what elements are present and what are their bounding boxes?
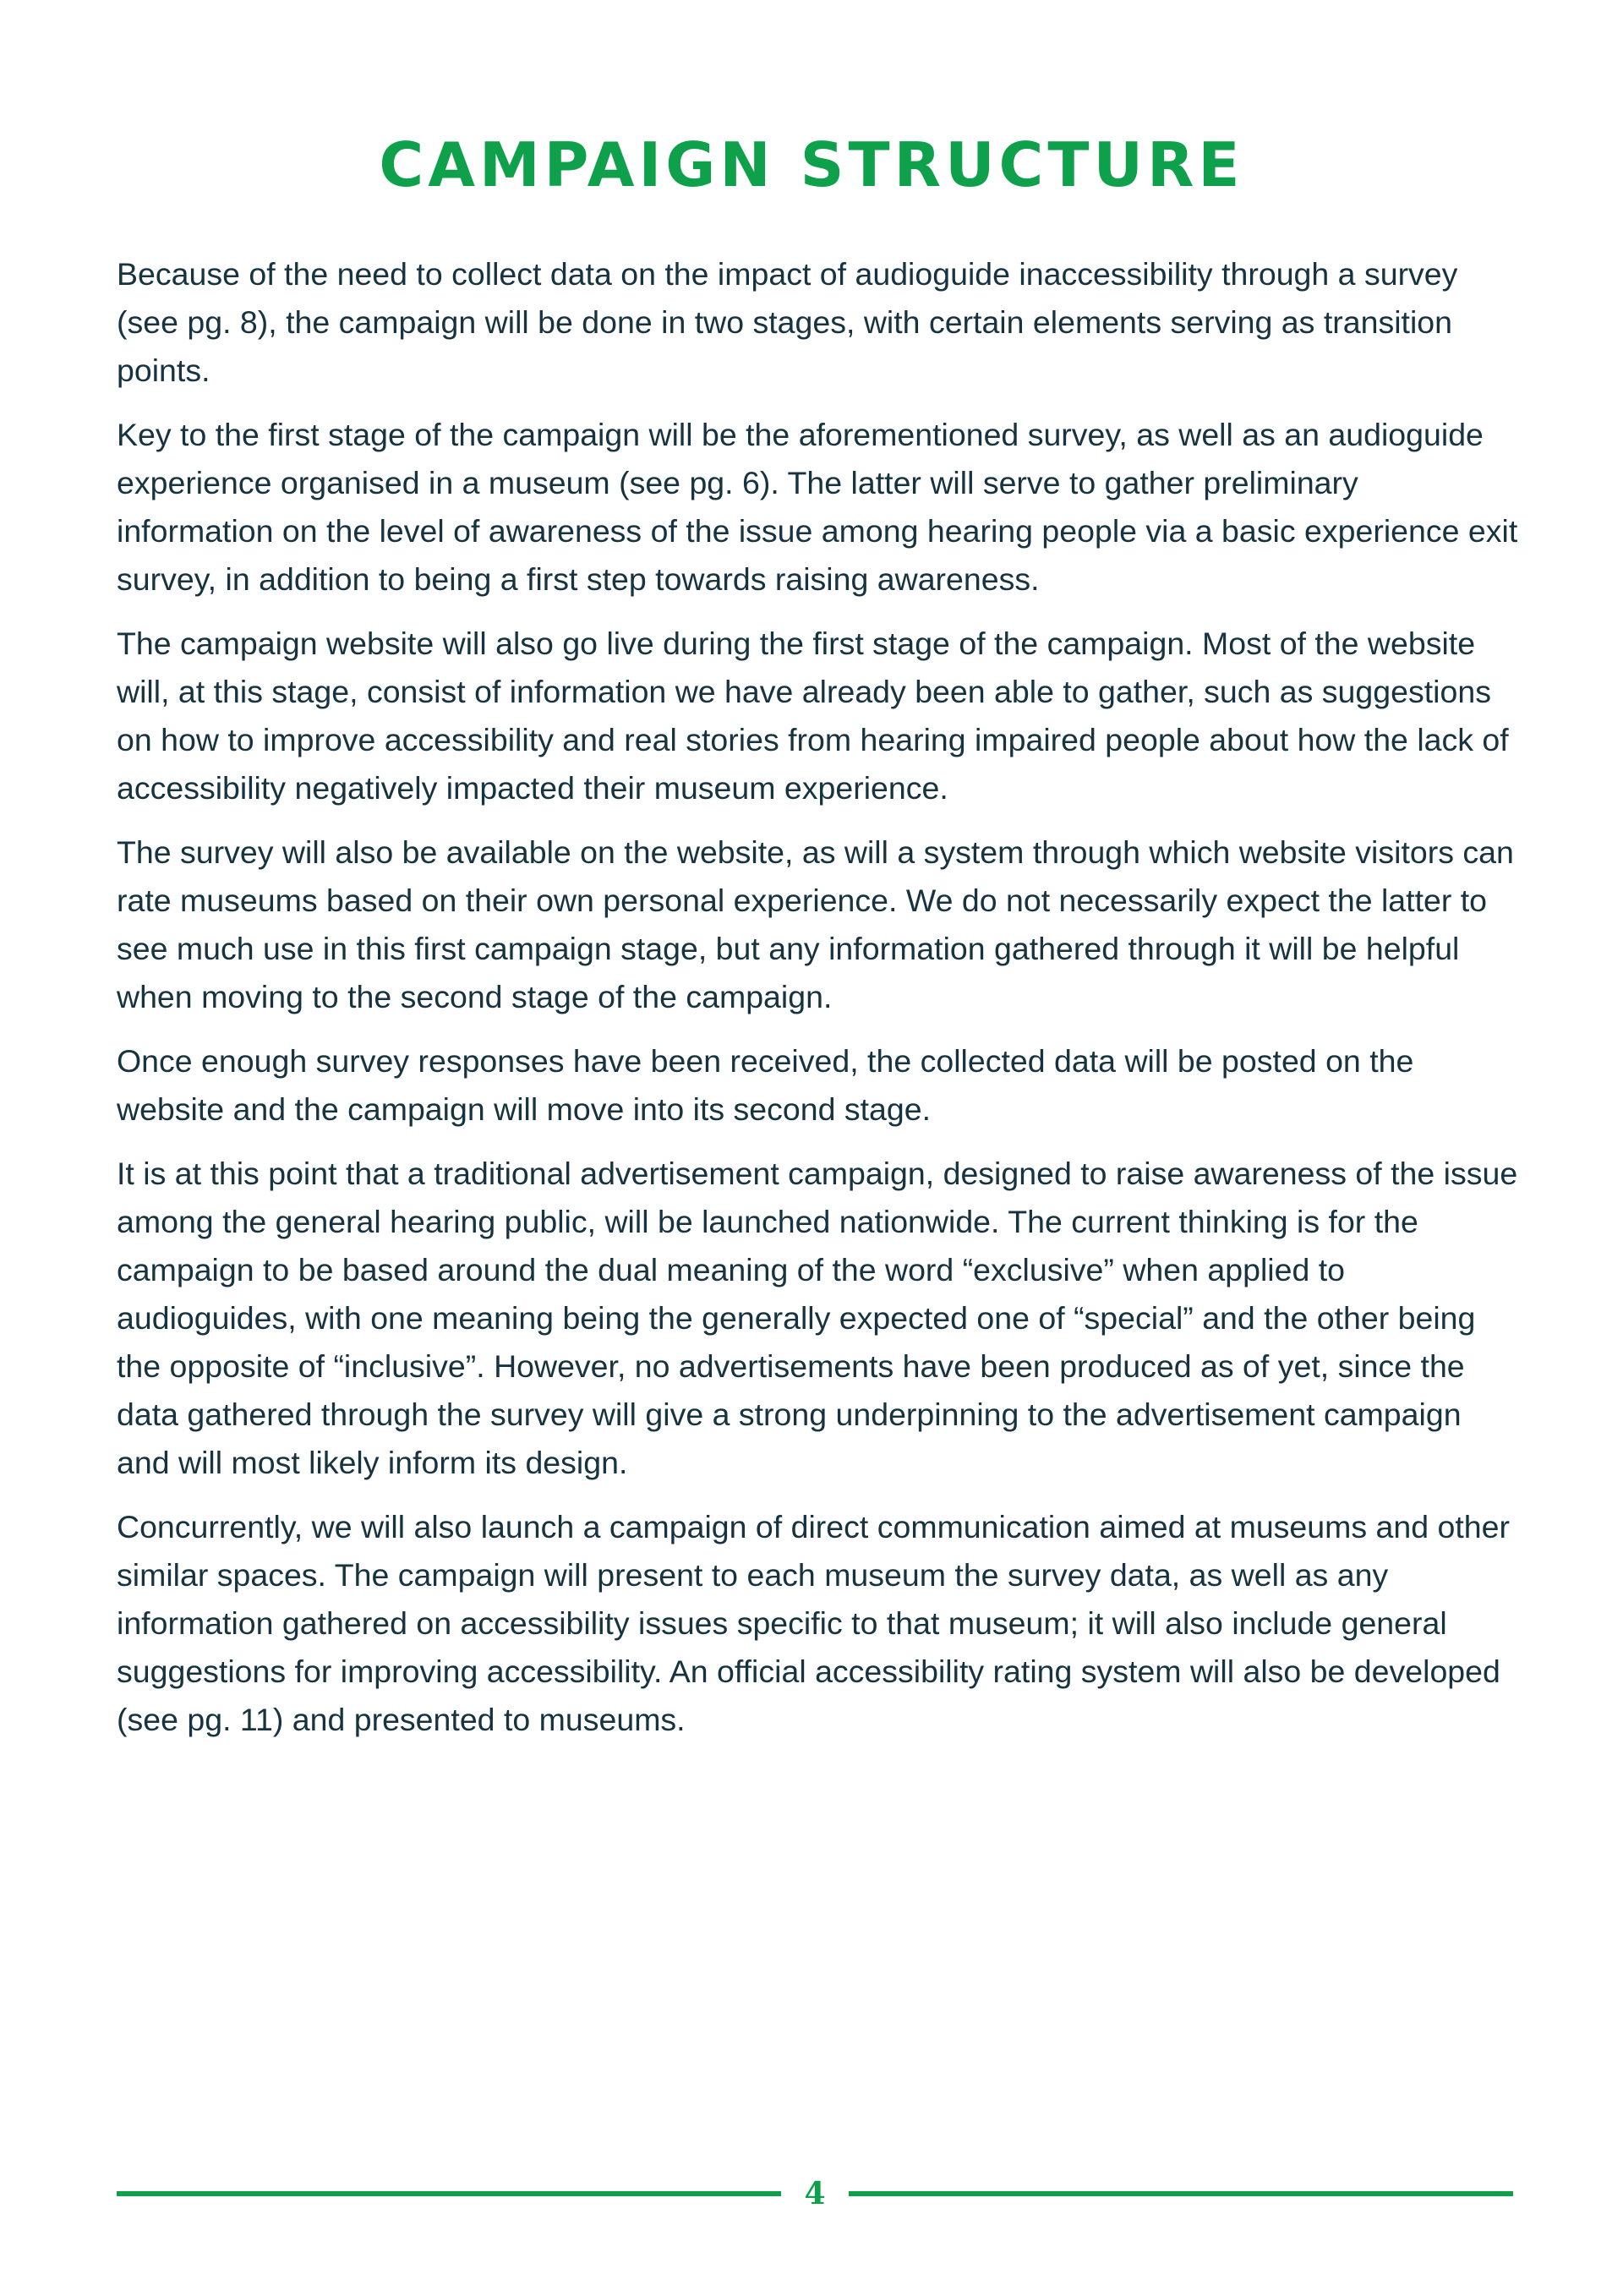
page-title: CAMPAIGN STRUCTURE (379, 129, 1244, 200)
paragraph-survey-rating: The survey will also be available on the website, as will a system through which website visitors can rate museums based on their own personal experience. We do not necessarily expect the latter to see much use in this first campaign stage, but any information gathered through it will be helpful when moving to the second stage of the campaign. (117, 834, 1514, 1014)
paragraph-website: The campaign website will also go live during the first stage of the campaign. Most of the website will, at this stage, consist of information we have already been able to gather, such as suggestions on how to improve accessibility and real stories from hearing impaired people about how the lack of accessibility negatively impacted their museum experience. (117, 626, 1509, 806)
paragraph-intro: Because of the need to collect data on the impact of audioguide inaccessibility through a survey (see pg. 8), the campaign will be done in two stages, with certain elements serving as transition points. (117, 256, 1458, 388)
paragraph-second-stage: Once enough survey responses have been received, the collected data will be posted on the website and the campaign will move into its second stage. (117, 1043, 1414, 1127)
paragraph-first-stage: Key to the first stage of the campaign will be the aforementioned survey, as well as an audioguide experience organised in a museum (see pg. 6). The latter will serve to gather preliminary information on the level of awareness of the issue among hearing people via a basic experience exit survey, in addition to being a first step towards raising awareness. (117, 417, 1518, 597)
footer-rule-right (849, 2191, 1513, 2196)
page-number: 4 (804, 2176, 826, 2211)
paragraph-advertisement: It is at this point that a traditional advertisement campaign, designed to raise awareness of the issue among the general hearing public, will be launched nationwide. The current thinking is for the campaign to be based around the dual meaning of the word “exclusive” when applied to audioguides, with one meaning being the generally expected one of “special” and the other being the opposite of “inclusive”. However, no advertisements have been produced as of yet, since the data gathered through the survey will give a strong underpinning to the advertisement campaign and will most likely inform its design. (117, 1156, 1518, 1480)
footer-rule-left (117, 2191, 781, 2196)
page-footer (117, 2168, 1513, 2219)
paragraph-direct-communication: Concurrently, we will also launch a campaign of direct communication aimed at museums and other similar spaces. The campaign will present to each museum the survey data, as well as any information gathered on accessibility issues specific to that museum; it will also include general suggestions for improving accessibility. An official accessibility rating system will also be developed (see pg. 11) and presented to museums. (117, 1509, 1511, 1737)
body-text (117, 250, 1520, 1760)
